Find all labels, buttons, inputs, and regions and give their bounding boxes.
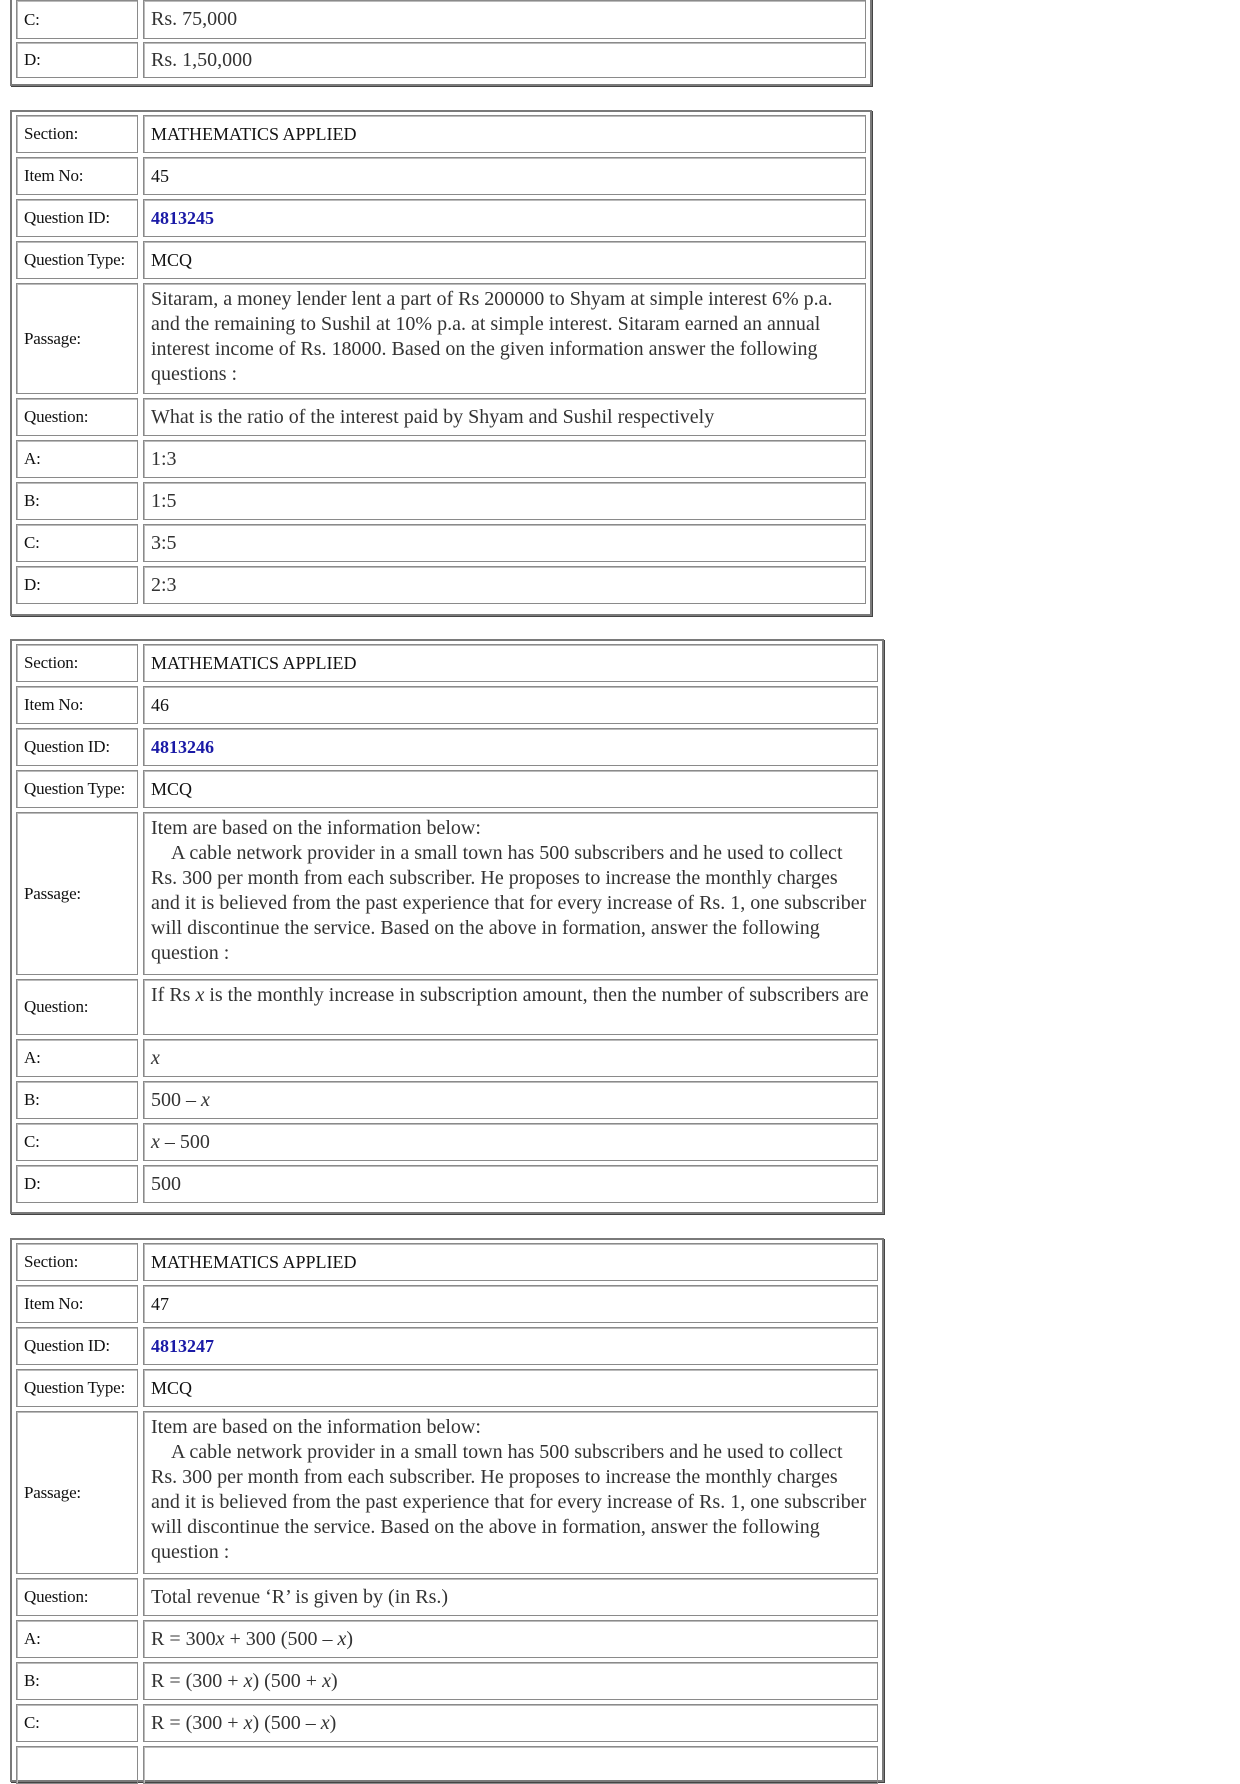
value-question-type: MCQ <box>143 241 866 279</box>
label-option-b: B: <box>16 482 138 520</box>
label-question-type: Question Type: <box>16 1369 138 1407</box>
label-question: Question: <box>16 979 138 1035</box>
label-question: Question: <box>16 398 138 436</box>
label-option-d: D: <box>16 1165 138 1203</box>
value-question-id <box>143 199 866 237</box>
value-option-b: 1:5 <box>143 482 866 520</box>
row-question-id <box>12 1327 882 1365</box>
value-item-no: 46 <box>143 686 878 724</box>
label-item-no: Item No: <box>16 1285 138 1323</box>
question-id: 4813247 <box>151 1335 214 1356</box>
label-question-id: Question ID: <box>16 1327 138 1365</box>
option-c-number: – 500 <box>159 1130 210 1153</box>
option-c-part: ) <box>329 1711 337 1734</box>
row-item-no <box>12 686 882 724</box>
value-option-d: 500 <box>143 1165 878 1203</box>
row-question <box>12 398 870 436</box>
value-item-no: 47 <box>143 1285 878 1323</box>
option-b-part: ) (500 + <box>252 1669 323 1692</box>
option-a-part: ) <box>346 1627 354 1650</box>
label-question-type: Question Type: <box>16 770 138 808</box>
row-item-no <box>12 157 870 195</box>
option-a-part: + 300 (500 – <box>224 1627 338 1650</box>
row-question-type <box>12 1369 882 1407</box>
option-b-variable: x <box>322 1669 331 1692</box>
label-option-c: C: <box>16 0 138 39</box>
option-c-variable: x <box>320 1711 330 1734</box>
value-option-c <box>143 1123 878 1161</box>
row-option-a <box>12 440 870 478</box>
option-c-part: R = (300 + <box>151 1711 244 1734</box>
value-passage <box>143 812 878 975</box>
value-option-d: 2:3 <box>143 566 866 604</box>
question-variable: x <box>195 984 205 1006</box>
value-option-a <box>143 1620 878 1658</box>
value-passage <box>143 1411 878 1574</box>
label-option-b: B: <box>16 1662 138 1700</box>
row-option-d <box>12 566 870 604</box>
question-table-44 <box>10 0 872 86</box>
value-option-d <box>143 1746 878 1784</box>
option-b-part: ) <box>330 1669 338 1692</box>
value-question-type: MCQ <box>143 1369 878 1407</box>
value-section: MATHEMATICS APPLIED <box>143 1243 878 1281</box>
question-table-45 <box>10 110 872 616</box>
row-option-a <box>12 1039 882 1077</box>
value-question <box>143 979 878 1035</box>
label-section: Section: <box>16 115 138 153</box>
row-item-no <box>12 1285 882 1323</box>
row-option-c <box>12 0 870 39</box>
value-option-b <box>143 1081 878 1119</box>
value-option-c: Rs. 75,000 <box>143 0 866 39</box>
label-section: Section: <box>16 644 138 682</box>
value-section: MATHEMATICS APPLIED <box>143 115 866 153</box>
row-section <box>12 115 870 153</box>
option-c-variable: x <box>243 1711 253 1734</box>
option-a-variable: x <box>215 1627 225 1650</box>
question-id: 4813246 <box>151 736 214 757</box>
option-b-part: R = (300 + <box>151 1669 244 1692</box>
label-option-a: A: <box>16 1620 138 1658</box>
question-id: 4813245 <box>151 207 214 228</box>
row-option-b <box>12 482 870 520</box>
label-option-a: A: <box>16 1039 138 1077</box>
option-a-variable: x <box>337 1627 347 1650</box>
label-option-c: C: <box>16 1704 138 1742</box>
label-item-no: Item No: <box>16 157 138 195</box>
value-question: Total revenue ‘R’ is given by (in Rs.) <box>143 1578 878 1616</box>
value-option-b <box>143 1662 878 1700</box>
option-c-variable: x <box>151 1130 160 1153</box>
value-option-a <box>143 1039 878 1077</box>
row-section <box>12 1243 882 1281</box>
row-question-id <box>12 728 882 766</box>
question-table-47 <box>10 1238 884 1782</box>
label-item-no: Item No: <box>16 686 138 724</box>
passage-head: Item are based on the information below: <box>151 1416 481 1438</box>
value-option-c: 3:5 <box>143 524 866 562</box>
value-passage: Sitaram, a money lender lent a part of Rs 200000 to Shyam at simple interest 6% p.a. and the remaining to Sushil at 10% p.a. at simple interest. Sitaram earned an annual interest income of Rs. 18000. Based on the given information answer the following questions : <box>143 283 866 394</box>
value-section: MATHEMATICS APPLIED <box>143 644 878 682</box>
label-option-a: A: <box>16 440 138 478</box>
label-question: Question: <box>16 1578 138 1616</box>
row-option-d <box>12 42 870 78</box>
option-a-part: R = 300 <box>151 1627 216 1650</box>
question-table-46 <box>10 639 884 1214</box>
label-passage: Passage: <box>16 1411 138 1574</box>
passage-body: A cable network provider in a small town has 500 subscribers and he used to collect Rs. 300 per month from each subscriber. He proposes to increase the monthly charges and it is believed from the past experience that for every increase of Rs. 1, one subscriber will discontinue the service. Based on the above in formation, answer the following question : <box>151 1441 867 1563</box>
row-question-type <box>12 241 870 279</box>
row-question-id <box>12 199 870 237</box>
label-question-type: Question Type: <box>16 241 138 279</box>
row-passage <box>12 812 882 975</box>
value-question-id <box>143 1327 878 1365</box>
label-passage: Passage: <box>16 812 138 975</box>
label-option-d <box>16 1746 138 1784</box>
row-question <box>12 979 882 1035</box>
label-section: Section: <box>16 1243 138 1281</box>
label-question-id: Question ID: <box>16 199 138 237</box>
value-question: What is the ratio of the interest paid by Shyam and Sushil respectively <box>143 398 866 436</box>
row-section <box>12 644 882 682</box>
row-option-c <box>12 1123 882 1161</box>
label-option-c: C: <box>16 1123 138 1161</box>
label-passage: Passage: <box>16 283 138 394</box>
option-a-variable: x <box>151 1046 160 1069</box>
row-question-type <box>12 770 882 808</box>
passage-head: Item are based on the information below: <box>151 817 481 839</box>
value-option-c <box>143 1704 878 1742</box>
label-question-id: Question ID: <box>16 728 138 766</box>
row-option-c <box>12 1704 882 1742</box>
label-option-c: C: <box>16 524 138 562</box>
value-question-id <box>143 728 878 766</box>
row-passage <box>12 1411 882 1574</box>
row-option-c <box>12 524 870 562</box>
value-option-a: 1:3 <box>143 440 866 478</box>
question-text-pre: If Rs <box>151 984 196 1006</box>
row-option-b <box>12 1081 882 1119</box>
row-question <box>12 1578 882 1616</box>
passage-body: A cable network provider in a small town has 500 subscribers and he used to collect Rs. 300 per month from each subscriber. He proposes to increase the monthly charges and it is believed from the past experience that for every increase of Rs. 1, one subscriber will discontinue the service. Based on the above in formation, answer the following question : <box>151 842 867 964</box>
label-option-b: B: <box>16 1081 138 1119</box>
row-option-d <box>12 1165 882 1203</box>
value-option-d: Rs. 1,50,000 <box>143 42 866 78</box>
value-question-type: MCQ <box>143 770 878 808</box>
value-item-no: 45 <box>143 157 866 195</box>
option-b-number: 500 – <box>151 1088 201 1111</box>
row-option-a <box>12 1620 882 1658</box>
option-b-variable: x <box>243 1669 253 1692</box>
option-b-variable: x <box>201 1088 210 1111</box>
row-passage <box>12 283 870 394</box>
option-c-part: ) (500 – <box>252 1711 321 1734</box>
question-text-post: is the monthly increase in subscription amount, then the number of subscribers are <box>204 984 869 1006</box>
row-option-d <box>12 1746 882 1784</box>
label-option-d: D: <box>16 566 138 604</box>
row-option-b <box>12 1662 882 1700</box>
label-option-d: D: <box>16 42 138 78</box>
